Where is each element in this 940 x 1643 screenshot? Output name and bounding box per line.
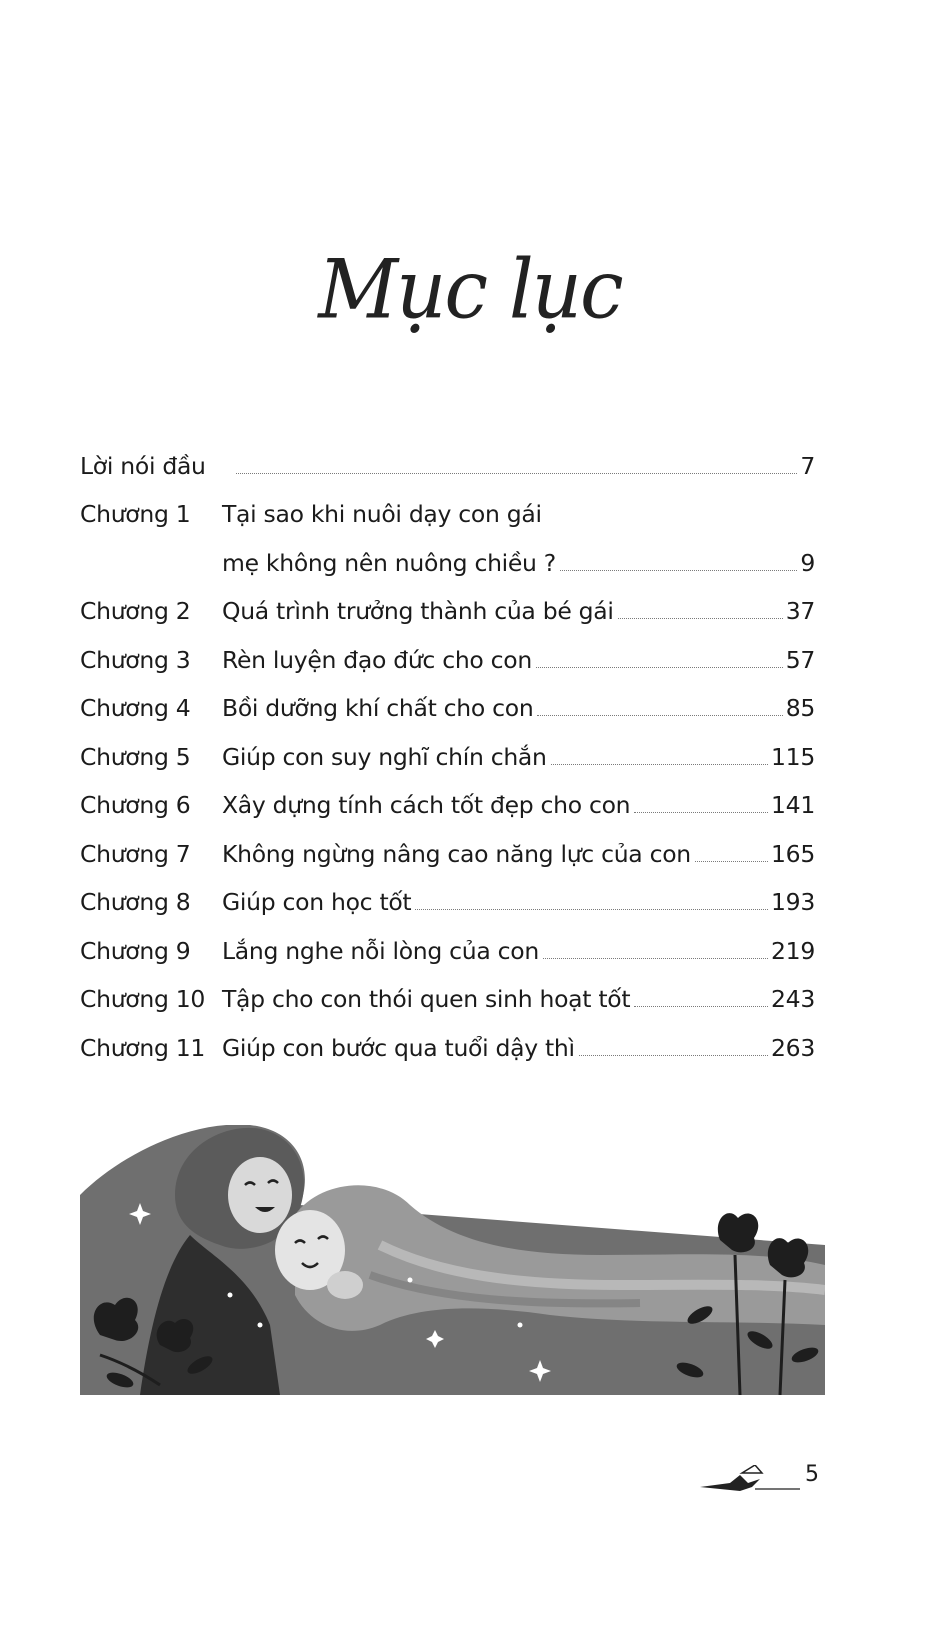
toc-chapter-title: Không ngừng nâng cao năng lực của con <box>222 839 691 868</box>
toc-chapter-label: Chương 9 <box>80 936 191 965</box>
daughter-hair <box>295 1185 825 1331</box>
toc-page-number: 243 <box>771 985 815 1013</box>
toc-page-number: 263 <box>771 1033 815 1062</box>
toc-page-number: 219 <box>771 936 815 965</box>
dot-leader <box>551 764 768 765</box>
toc-page-number: 37 <box>785 597 815 625</box>
toc-chapter-title: Giúp con suy nghĩ chín chắn <box>222 742 547 771</box>
dot-leader <box>415 909 768 910</box>
toc-page-number: 115 <box>771 742 815 771</box>
toc-chapter-title: Tập cho con thói quen sinh hoạt tốt <box>222 985 631 1013</box>
toc-chapter-label: Chương 5 <box>80 742 191 771</box>
mother-daughter-illustration <box>80 1125 825 1395</box>
toc-chapter-title: Lắng nghe nỗi lòng của con <box>222 936 539 965</box>
toc-page-number: 193 <box>771 888 815 916</box>
toc-chapter-title: Quá trình trưởng thành của bé gái <box>222 597 614 625</box>
bird-ornament-icon <box>700 1465 810 1499</box>
toc-row-chapter-10 <box>80 966 815 1015</box>
toc-row-chapter-6 <box>80 772 815 821</box>
toc-page-number: 9 <box>800 548 815 577</box>
dot-leader <box>560 570 797 571</box>
dot-leader <box>618 618 783 619</box>
toc-row-chapter-3 <box>80 626 815 675</box>
toc-chapter-title: Xây dựng tính cách tốt đẹp cho con <box>222 791 631 819</box>
toc-entry-label: Lời nói đầu <box>80 451 206 480</box>
toc-page-number: 141 <box>771 791 815 819</box>
dot-leader <box>634 812 768 813</box>
toc-page-number: 7 <box>800 451 815 480</box>
toc-chapter-label: Chương 1 <box>80 500 191 528</box>
toc-chapter-title: Tại sao khi nuôi dạy con gái <box>222 500 542 528</box>
toc-row-preface <box>80 432 815 481</box>
page-number: 5 <box>805 1462 819 1487</box>
toc-row-chapter-1-cont <box>80 529 815 578</box>
page-title: Mục lục <box>318 242 622 338</box>
table-of-contents <box>80 432 815 1063</box>
toc-chapter-title: mẹ không nên nuông chiều ? <box>222 548 556 577</box>
toc-page-number: 85 <box>785 694 815 722</box>
toc-chapter-title: Rèn luyện đạo đức cho con <box>222 645 532 674</box>
toc-row-chapter-1 <box>80 481 815 530</box>
mother-face <box>228 1157 292 1233</box>
dot-leader <box>634 1006 768 1007</box>
dot-leader <box>537 715 782 716</box>
toc-chapter-label: Chương 6 <box>80 791 191 819</box>
toc-row-chapter-11 <box>80 1014 815 1063</box>
toc-chapter-label: Chương 10 <box>80 985 206 1013</box>
toc-chapter-label: Chương 7 <box>80 839 191 868</box>
toc-page-number: 57 <box>785 645 815 674</box>
toc-chapter-label: Chương 3 <box>80 645 191 674</box>
dot-leader <box>236 473 798 474</box>
toc-row-chapter-7 <box>80 820 815 869</box>
toc-row-chapter-8 <box>80 869 815 918</box>
toc-chapter-title: Giúp con bước qua tuổi dậy thì <box>222 1033 575 1062</box>
toc-row-chapter-9 <box>80 917 815 966</box>
toc-chapter-label: Chương 8 <box>80 888 191 916</box>
toc-chapter-label: Chương 4 <box>80 694 191 722</box>
dot-leader <box>579 1055 768 1056</box>
toc-page-number: 165 <box>771 839 815 868</box>
toc-chapter-title: Bồi dưỡng khí chất cho con <box>222 694 534 722</box>
toc-row-chapter-2 <box>80 578 815 627</box>
dot-leader <box>695 861 768 862</box>
hand <box>327 1271 363 1299</box>
toc-chapter-title: Giúp con học tốt <box>222 888 412 916</box>
toc-chapter-label: Chương 11 <box>80 1033 206 1062</box>
toc-chapter-label: Chương 2 <box>80 597 191 625</box>
toc-row-chapter-5 <box>80 723 815 772</box>
dot-leader <box>536 667 783 668</box>
dot-leader <box>543 958 768 959</box>
toc-row-chapter-4 <box>80 675 815 724</box>
